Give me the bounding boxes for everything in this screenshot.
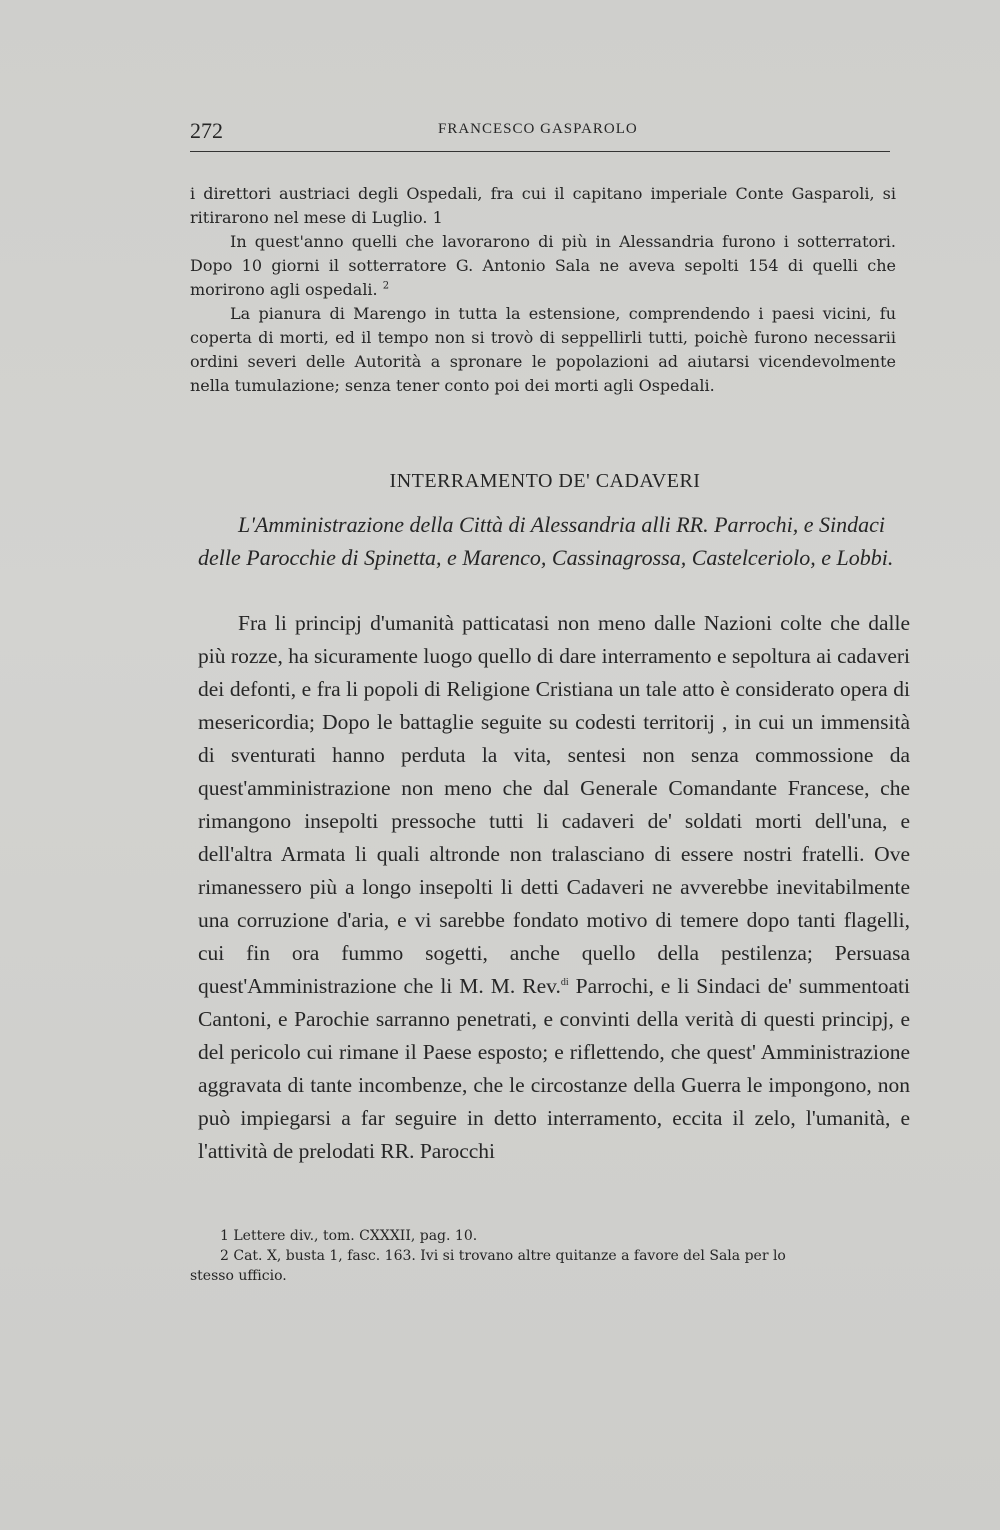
footnote-1: 1 Lettere div., tom. CXXXII, pag. 10. bbox=[220, 1228, 478, 1244]
section-title: INTERRAMENTO DE' CADAVERI bbox=[389, 470, 701, 492]
intro-paragraph-1: i direttori austriaci degli Ospedali, fra cui il capitano imperiale Conte Gasparoli, si ritirarono nel mese di Luglio. 1 bbox=[190, 184, 896, 227]
letter-address bbox=[198, 508, 910, 574]
footnotes bbox=[190, 1226, 910, 1286]
page-header bbox=[190, 118, 890, 158]
footnote-2-continuation: stesso ufficio. bbox=[190, 1268, 287, 1284]
intro-paragraph-2: In quest'anno quelli che lavorarono di più in Alessandria furono i sotterratori. Dopo 10 giorni il sotterratore G. Antonio Sala ne aveva sepolti 154 di quelli che morirono agli ospedali. $^2$ bbox=[190, 232, 896, 299]
letter-body bbox=[198, 607, 910, 1168]
intro-block bbox=[190, 182, 896, 398]
superscript-di: di bbox=[560, 976, 569, 988]
header-rule bbox=[190, 151, 890, 152]
running-head: FRANCESCO GASPAROLO bbox=[438, 121, 638, 137]
address-text: L'Amministrazione della Città di Alessandria alli RR. Parrochi, e Sindaci delle Parocchie di Spinetta, e Marenco, Cassinagrossa, Castelceriolo, e Lobbi. bbox=[198, 512, 894, 570]
footnote-ref-1: 1 bbox=[432, 208, 443, 227]
page-number: 272 bbox=[190, 118, 223, 143]
footnote-2: 2 Cat. X, busta 1, fasc. 163. Ivi si trovano altre quitanze a favore del Sala per lo bbox=[220, 1248, 786, 1264]
footnote-ref-2: 2 bbox=[382, 280, 390, 292]
intro-paragraph-3: La pianura di Marengo in tutta la estensione, comprendendo i paesi vicini, fu coperta di morti, ed il tempo non si trovò di seppellirli tutti, poichè furono necessarii ordini severi delle Autorità a spronare le popolazioni ad aiutarsi vicendevolmente nella tumulazione; senza tener conto poi dei morti agli Ospedali. bbox=[190, 304, 896, 395]
body-paragraph: Fra li principj d'umanità patticatasi non meno dalle Nazioni colte che dalle più rozze, ha sicuramente luogo quello di dare interramento e sepoltura ai cadaveri dei defonti, e fra li popoli di Religione Cristiana un tale atto è considerato opera di mesericordia; Dopo le battaglie seguite su codesti territorij , in cui un immensità di sventurati hanno perduta la vita, sentesi non senza commossione da quest'amministrazione non meno che dal Generale Comandante Francese, che rimangono insepolti pressoche tutti li cadaveri de' soldati morti dell'una, e dell'altra Armata li quali altronde non tralasciano di essere nostri fratelli. Ove rimanessero più a longo insepolti li detti Cadaveri ne avverebbe inevitabilmente una corruzione d'aria, e vi sarebbe fondato motivo di temere dopo tanti flagelli, cui fin ora fummo sogetti, anche quello della pestilenza; Persuasa quest'Amministrazione che li M. M. Rev.$^{di}$ Parrochi, e li Sindaci de' summentoati Cantoni, e Parochie sarranno penetrati, e convinti della verità di questi principj, e del pericolo cui rimane il Paese esposto; e riflettendo, che quest' Amministrazione aggravata di tante incombenze, che le circostanze della Guerra le impongono, non può impiegarsi a far seguire in detto interramento, eccita il zelo, l'umanità, e l'attività de prelodati RR. Parocchi bbox=[198, 611, 910, 1163]
